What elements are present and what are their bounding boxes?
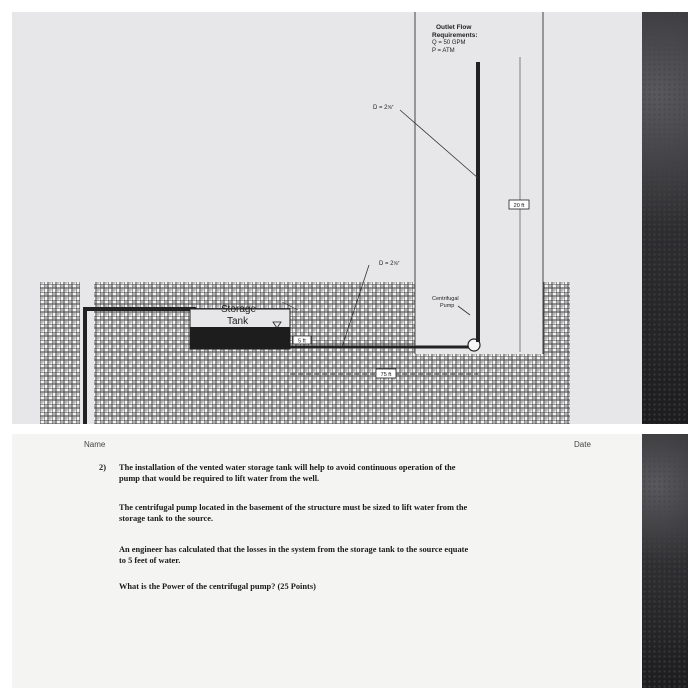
upper-diameter-leader — [400, 110, 478, 178]
upper-diameter-text: D = 2 — [373, 105, 388, 111]
length-75-label: 75 ft — [380, 372, 392, 378]
paragraph-4: What is the Power of the centrifugal pump? (25 Points) — [119, 582, 316, 591]
leather-background — [642, 434, 688, 688]
fraction-symbol: ⅝″ — [393, 261, 400, 267]
outlet-flow: Q = 50 GPM — [432, 40, 466, 46]
lower-diameter-text: D = 2 — [379, 261, 394, 267]
leather-background — [642, 12, 688, 424]
paragraph-3-line-2: to 5 feet of water. — [119, 556, 181, 565]
storage-tank-water — [190, 327, 290, 349]
pump-label: Centrifugal — [432, 296, 459, 302]
upper-diameter-label — [373, 105, 393, 111]
lower-diameter-label — [379, 261, 399, 267]
paragraph-3-line-1: An engineer has calculated that the losses in the system from the storage tank to the source equate — [119, 545, 469, 554]
diagram-photo — [12, 12, 688, 424]
outlet-heading: Outlet Flow — [436, 24, 472, 31]
tank-label-2: Tank — [227, 316, 249, 327]
question-photo — [12, 434, 688, 688]
question-sheet — [12, 434, 642, 688]
fraction-symbol: ⅝″ — [387, 105, 394, 111]
outlet-heading-2: Requirements: — [432, 32, 478, 39]
diagram-sheet — [12, 12, 644, 424]
paragraph-1-line-2: pump that would be required to lift water from the well. — [119, 474, 320, 483]
paragraph-2-line-1: The centrifugal pump located in the basement of the structure must be sized to lift water from the — [119, 503, 468, 512]
pump-system-diagram — [12, 12, 644, 424]
outlet-pressure: P = ATM — [432, 48, 455, 54]
date-label: Date — [574, 440, 591, 449]
pump-label-2: Pump — [440, 303, 455, 309]
question-number: 2) — [99, 463, 106, 472]
paragraph-2-line-2: storage tank to the source. — [119, 514, 214, 523]
name-label: Name — [84, 440, 106, 449]
paragraph-1-line-1: The installation of the vented water storage tank will help to avoid continuous operation of the — [119, 463, 456, 472]
height-5-label: 5 ft — [298, 338, 306, 345]
height-20-label: 20 ft — [513, 203, 525, 209]
tank-label: Storage — [221, 304, 257, 315]
